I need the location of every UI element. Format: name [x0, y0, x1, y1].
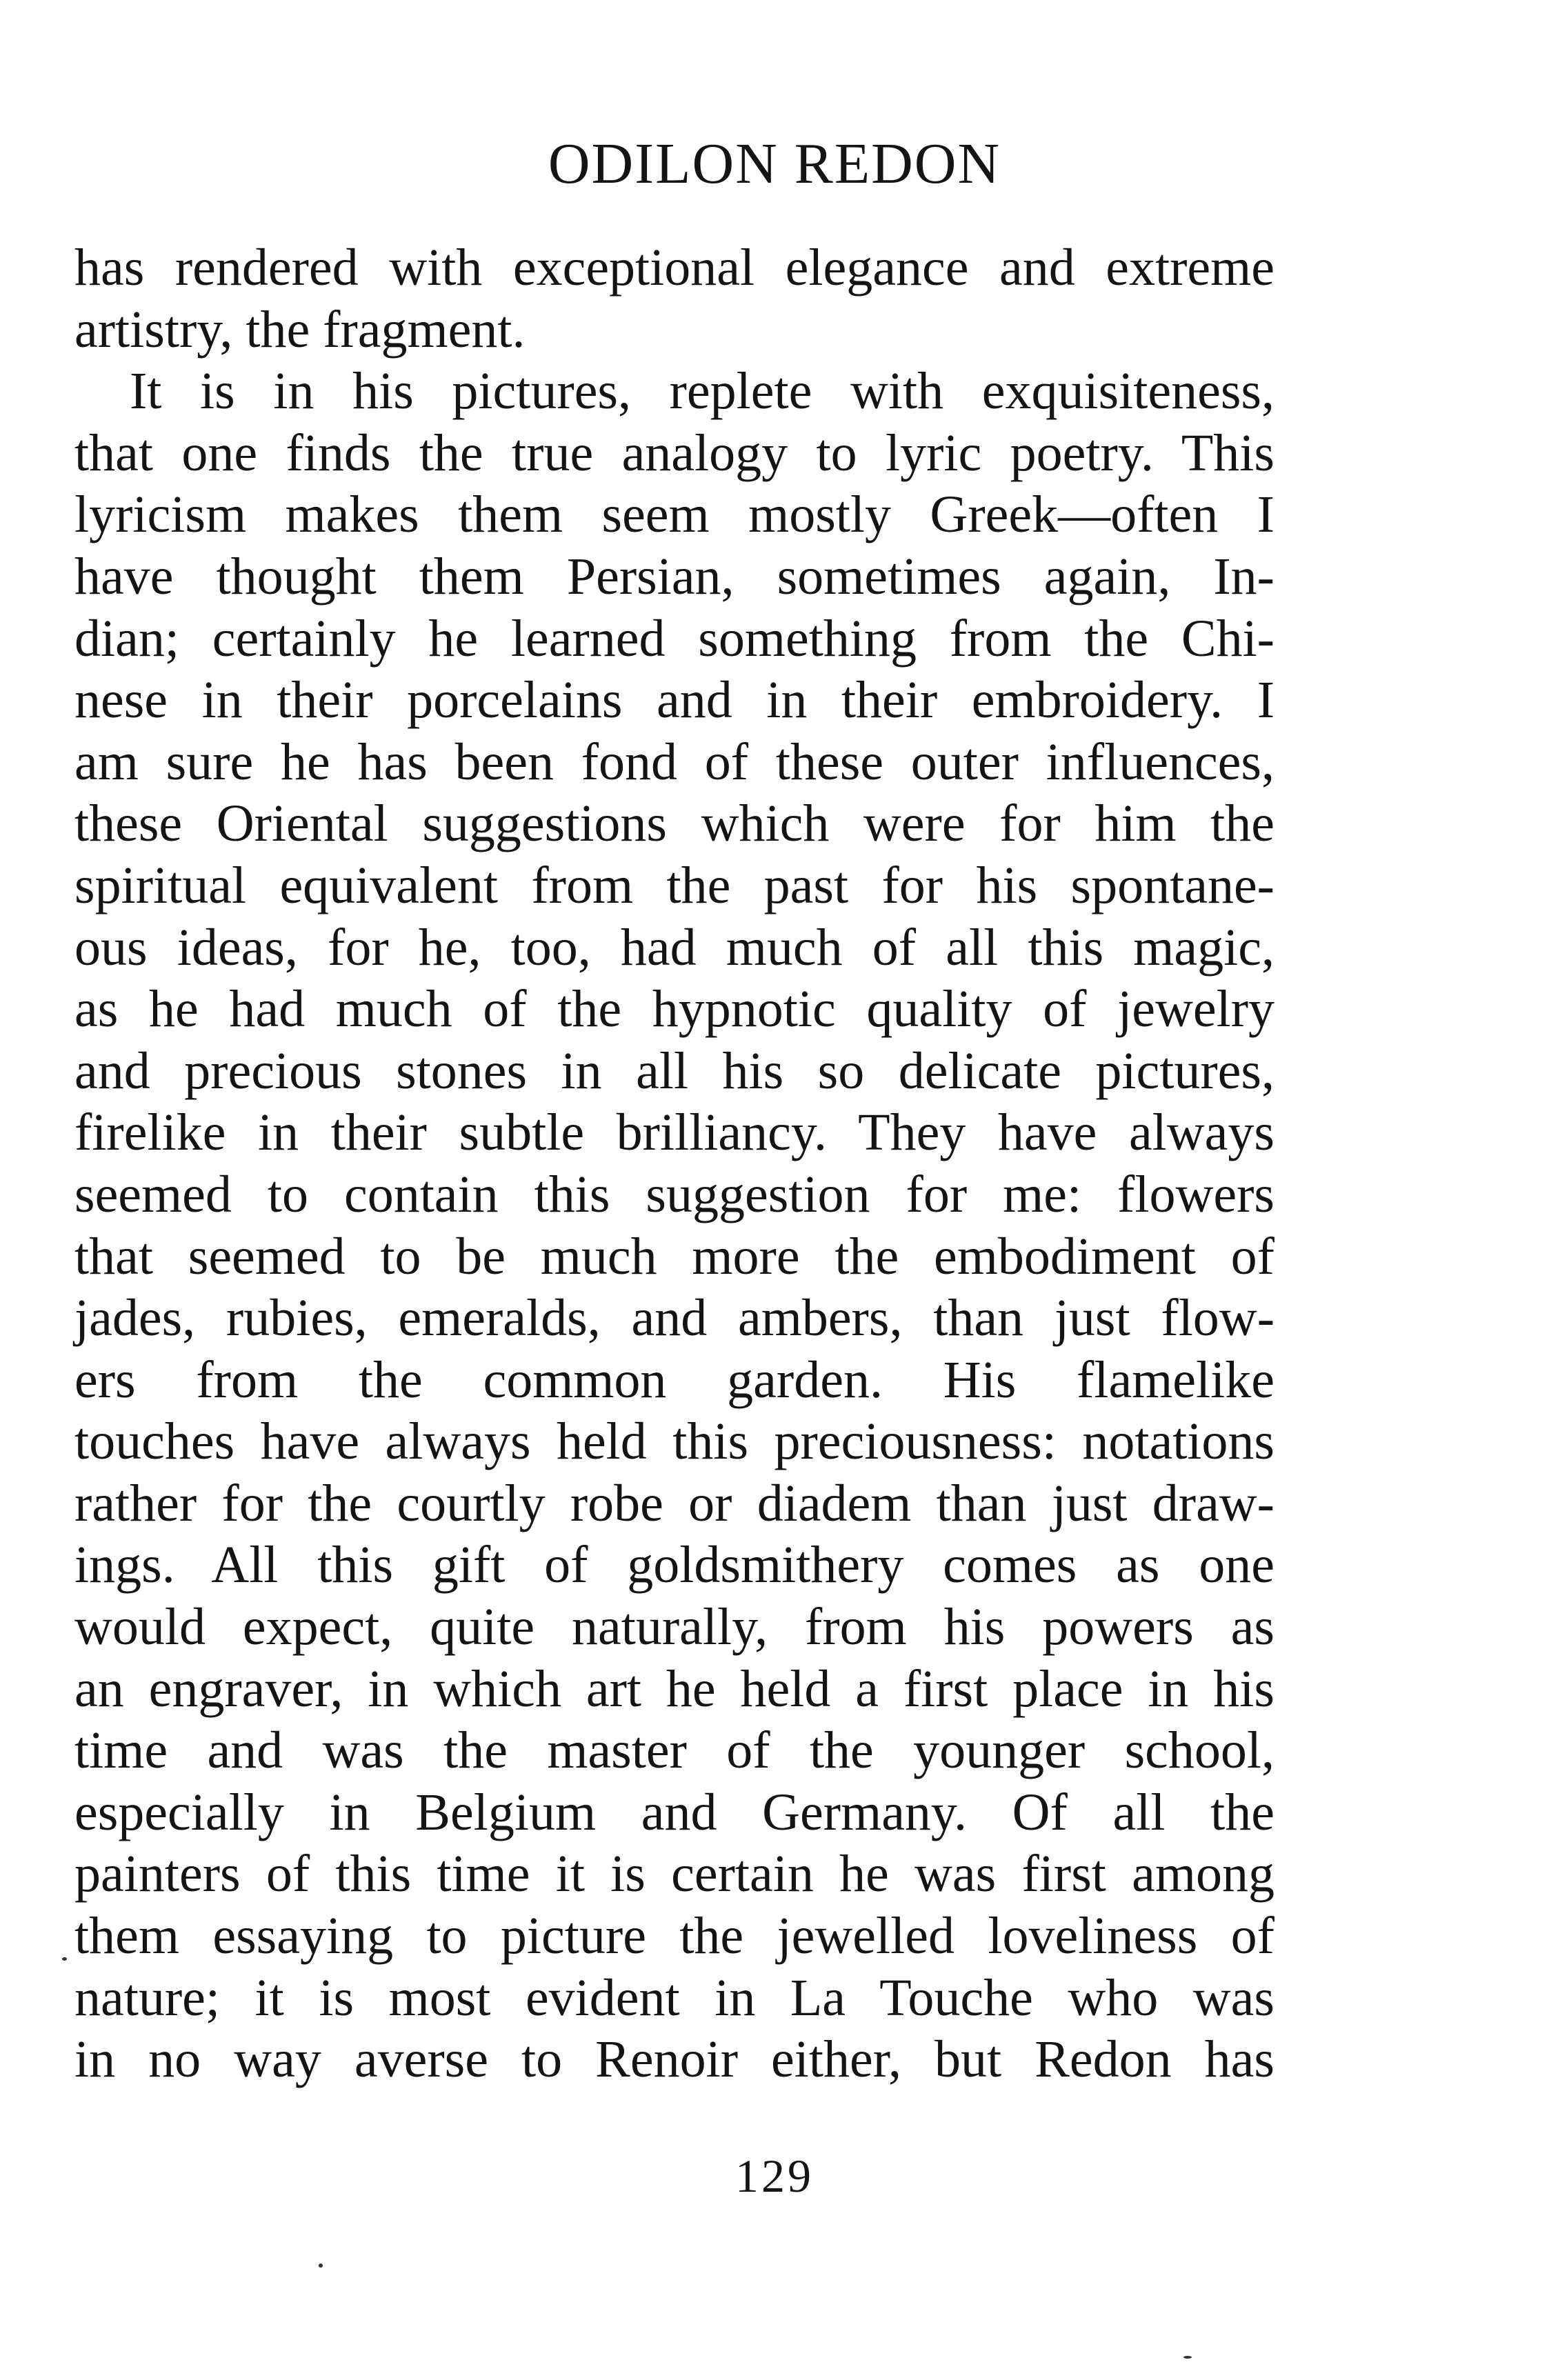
text-line: nature; it is most evident in La Touche who was — [74, 1968, 1275, 2027]
text-line: in no way averse to Renoir either, but Redon has — [74, 2030, 1275, 2089]
text-line: firelike in their subtle brilliancy. They have always — [74, 1103, 1275, 1162]
body-text — [74, 237, 1275, 2091]
text-line: jades, rubies, emeralds, and ambers, than just flow- — [74, 1289, 1275, 1348]
text-line: dian; certainly he learned something from the Chi- — [74, 609, 1275, 668]
ink-speck — [319, 2263, 323, 2268]
text-line: ous ideas, for he, too, had much of all this magic, — [74, 918, 1275, 977]
text-line: ings. All this gift of goldsmithery comes as one — [74, 1536, 1275, 1594]
text-line: touches have always held this preciousness: notations — [74, 1412, 1275, 1471]
ink-speck — [1183, 2356, 1192, 2359]
text-line: seemed to contain this suggestion for me: flowers — [74, 1165, 1275, 1223]
text-line: artistry, the fragment. — [74, 300, 526, 359]
text-line: am sure he has been fond of these outer influences, — [74, 732, 1275, 791]
text-line: lyricism makes them seem mostly Greek—often I — [74, 486, 1275, 544]
text-line: an engraver, in which art he held a first place in his — [74, 1659, 1275, 1718]
text-line: would expect, quite naturally, from his powers as — [74, 1598, 1275, 1657]
text-line: especially in Belgium and Germany. Of all the — [74, 1783, 1275, 1841]
text-line: as he had much of the hypnotic quality of jewelry — [74, 980, 1275, 1039]
text-line: that one finds the true analogy to lyric poetry. This — [74, 423, 1275, 482]
page-number: 129 — [735, 2150, 814, 2202]
text-line: painters of this time it is certain he was first among — [74, 1845, 1275, 1903]
ink-speck — [62, 1957, 67, 1961]
text-line: rather for the courtly robe or diadem than just draw- — [74, 1474, 1275, 1532]
text-line: ers from the common garden. His flamelike — [74, 1350, 1275, 1409]
text-line: time and was the master of the younger school, — [74, 1721, 1275, 1780]
text-line: has rendered with exceptional elegance and extreme — [74, 239, 1275, 297]
text-line: and precious stones in all his so delicate pictures, — [74, 1041, 1275, 1100]
text-line: them essaying to picture the jewelled loveliness of — [74, 1907, 1275, 1966]
text-line: these Oriental suggestions which were for him the — [74, 794, 1275, 853]
text-line: spiritual equivalent from the past for his spontane- — [74, 856, 1275, 914]
running-head: ODILON REDON — [548, 132, 1001, 196]
text-line: that seemed to be much more the embodiment of — [74, 1227, 1275, 1286]
text-line: nese in their porcelains and in their embroidery. I — [74, 671, 1275, 730]
text-line: It is in his pictures, replete with exquisiteness, — [130, 362, 1275, 421]
text-line: have thought them Persian, sometimes again, In- — [74, 547, 1275, 606]
